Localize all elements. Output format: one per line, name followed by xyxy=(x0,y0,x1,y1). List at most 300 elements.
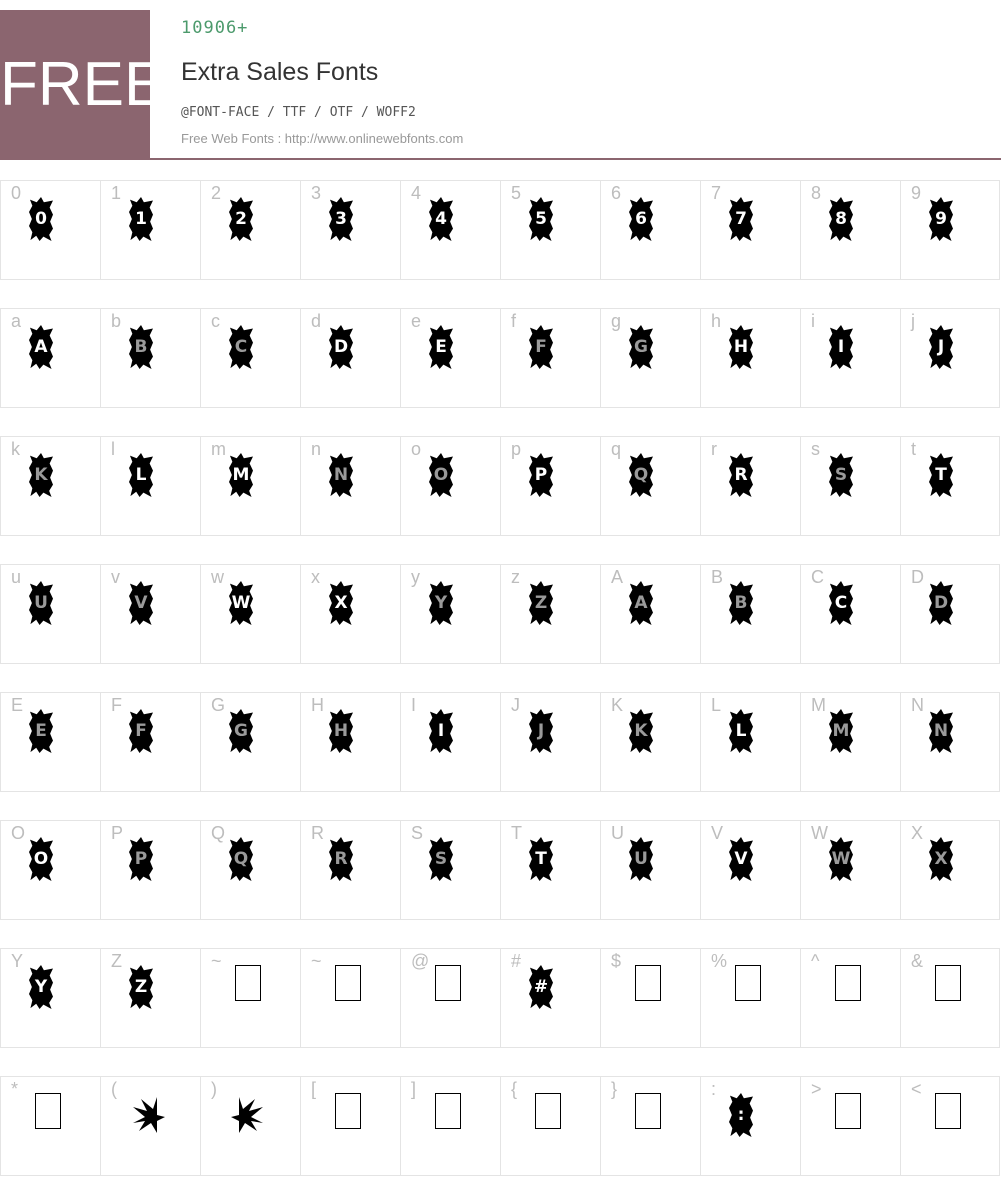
glyph-letter: Y xyxy=(34,977,48,997)
glyph-preview xyxy=(829,325,859,369)
glyph-character-label: a xyxy=(11,311,22,331)
glyph-letter: F xyxy=(535,337,547,357)
glyph-character-label: W xyxy=(811,823,828,843)
glyph-character-label: K xyxy=(611,695,624,715)
glyph-character-label: { xyxy=(511,1079,518,1099)
glyph-letter: W xyxy=(231,593,251,613)
glyph-cell[interactable] xyxy=(0,308,100,408)
glyph-letter: U xyxy=(634,849,648,869)
glyph-cell[interactable] xyxy=(800,1076,900,1176)
glyph-preview xyxy=(929,581,959,625)
glyph-cell[interactable] xyxy=(300,436,400,536)
glyph-character-label: q xyxy=(611,439,622,459)
glyph-row xyxy=(0,436,1001,536)
glyph-cell[interactable] xyxy=(300,308,400,408)
glyph-cell[interactable] xyxy=(100,948,200,1048)
glyph-cell[interactable] xyxy=(400,820,500,920)
glyph-cell[interactable] xyxy=(0,436,100,536)
glyph-cell[interactable] xyxy=(600,180,700,280)
glyph-character-label: Z xyxy=(111,951,122,971)
glyph-cell[interactable] xyxy=(300,1076,400,1176)
glyph-preview xyxy=(529,197,559,241)
glyph-preview xyxy=(429,453,459,497)
glyph-preview xyxy=(429,709,459,753)
glyph-preview xyxy=(729,581,759,625)
missing-glyph-box xyxy=(635,1093,661,1129)
glyph-character-label: : xyxy=(711,1079,717,1099)
missing-glyph-box xyxy=(235,965,261,1001)
glyph-cell[interactable] xyxy=(400,180,500,280)
glyph-preview xyxy=(129,581,159,625)
glyph-character-label: $ xyxy=(611,951,622,971)
glyph-cell[interactable] xyxy=(300,564,400,664)
glyph-character-label: N xyxy=(911,695,924,715)
glyph-preview xyxy=(529,453,559,497)
missing-glyph-box xyxy=(35,1093,61,1129)
glyph-character-label: 1 xyxy=(111,183,122,203)
glyph-preview xyxy=(629,197,659,241)
glyph-letter: X xyxy=(334,593,348,613)
glyph-letter: H xyxy=(333,721,349,741)
glyph-letter: E xyxy=(35,721,47,741)
glyph-preview xyxy=(929,709,959,753)
glyph-row xyxy=(0,948,1001,1048)
glyph-cell[interactable] xyxy=(500,436,600,536)
glyph-character-label: V xyxy=(711,823,724,843)
glyph-character-label: R xyxy=(311,823,324,843)
glyph-letter: D xyxy=(333,337,349,357)
glyph-character-label: 3 xyxy=(311,183,322,203)
glyph-preview xyxy=(29,709,59,753)
glyph-letter: V xyxy=(734,849,748,869)
glyph-character-label: X xyxy=(911,823,924,843)
glyph-letter: A xyxy=(34,337,48,357)
glyph-cell[interactable] xyxy=(700,948,800,1048)
glyph-letter: G xyxy=(234,721,248,741)
glyph-letter: Q xyxy=(233,849,249,869)
glyph-letter: 9 xyxy=(935,209,947,229)
glyph-preview xyxy=(129,197,159,241)
glyph-preview xyxy=(29,325,59,369)
glyph-letter: 5 xyxy=(535,209,547,229)
glyph-row xyxy=(0,180,1001,280)
missing-glyph-box xyxy=(435,965,461,1001)
glyph-character-label: A xyxy=(611,567,624,587)
missing-glyph-box xyxy=(735,965,761,1001)
glyph-cell[interactable] xyxy=(700,436,800,536)
glyph-letter: I xyxy=(837,337,845,357)
glyph-cell[interactable] xyxy=(700,692,800,792)
glyph-cell[interactable] xyxy=(200,436,300,536)
glyph-character-label: Y xyxy=(11,951,24,971)
glyph-character-label: g xyxy=(611,311,622,331)
glyph-character-label: 9 xyxy=(911,183,922,203)
glyph-cell[interactable] xyxy=(800,308,900,408)
glyph-cell[interactable] xyxy=(100,1076,200,1176)
glyph-cell[interactable] xyxy=(200,180,300,280)
glyph-letter: E xyxy=(435,337,447,357)
glyph-character-label: * xyxy=(11,1079,19,1099)
glyph-letter: K xyxy=(634,721,648,741)
missing-glyph-box xyxy=(835,1093,861,1129)
page-title: Extra Sales Fonts xyxy=(181,58,379,86)
missing-glyph-box xyxy=(435,1093,461,1129)
glyph-preview xyxy=(529,581,559,625)
glyph-cell[interactable] xyxy=(400,308,500,408)
missing-glyph-box xyxy=(935,965,961,1001)
glyph-letter: W xyxy=(831,849,851,869)
glyph-character-label: < xyxy=(911,1079,922,1099)
glyph-cell[interactable] xyxy=(700,1076,800,1176)
glyph-preview xyxy=(229,453,259,497)
glyph-character-label: 4 xyxy=(411,183,422,203)
glyph-character-label: B xyxy=(711,567,724,587)
glyph-letter: J xyxy=(537,721,545,741)
glyph-cell[interactable] xyxy=(400,564,500,664)
glyph-row xyxy=(0,820,1001,920)
glyph-preview xyxy=(429,197,459,241)
glyph-letter: B xyxy=(734,593,748,613)
glyph-letter: S xyxy=(434,849,448,869)
glyph-cell[interactable] xyxy=(100,308,200,408)
glyph-cell[interactable] xyxy=(300,692,400,792)
glyph-letter: O xyxy=(433,465,449,485)
glyph-preview xyxy=(429,581,459,625)
glyph-letter: D xyxy=(933,593,949,613)
glyph-letter: R xyxy=(734,465,748,485)
glyph-row xyxy=(0,1076,1001,1176)
glyph-cell[interactable] xyxy=(500,692,600,792)
font-count: 10906+ xyxy=(181,18,249,38)
glyph-preview xyxy=(29,837,59,881)
glyph-cell[interactable] xyxy=(600,692,700,792)
glyph-letter: 0 xyxy=(35,209,47,229)
glyph-cell[interactable] xyxy=(0,692,100,792)
glyph-cell[interactable] xyxy=(500,180,600,280)
glyph-cell[interactable] xyxy=(400,1076,500,1176)
glyph-cell[interactable] xyxy=(100,436,200,536)
glyph-cell[interactable] xyxy=(900,180,1000,280)
glyph-character-label: c xyxy=(211,311,220,331)
glyph-letter: Z xyxy=(534,593,548,613)
glyph-letter: M xyxy=(832,721,850,741)
glyph-row xyxy=(0,308,1001,408)
glyph-cell[interactable] xyxy=(300,948,400,1048)
glyph-cell[interactable] xyxy=(200,820,300,920)
glyph-character-label: ) xyxy=(211,1079,217,1099)
glyph-cell[interactable] xyxy=(900,820,1000,920)
missing-glyph-box xyxy=(335,965,361,1001)
glyph-preview xyxy=(829,581,859,625)
glyph-preview xyxy=(929,837,959,881)
glyph-cell[interactable] xyxy=(200,564,300,664)
glyph-letter: 2 xyxy=(235,209,247,229)
glyph-cell[interactable] xyxy=(200,692,300,792)
missing-glyph-box xyxy=(635,965,661,1001)
glyph-cell[interactable] xyxy=(100,820,200,920)
glyph-cell[interactable] xyxy=(600,820,700,920)
glyph-preview xyxy=(729,197,759,241)
glyph-cell[interactable] xyxy=(0,948,100,1048)
glyph-character-label: T xyxy=(511,823,522,843)
glyph-preview xyxy=(129,325,159,369)
glyph-cell[interactable] xyxy=(700,820,800,920)
glyph-character-label: 8 xyxy=(811,183,822,203)
glyph-letter: X xyxy=(934,849,948,869)
glyph-character-label: & xyxy=(911,951,924,971)
glyph-character-label: H xyxy=(311,695,324,715)
glyph-preview xyxy=(929,453,959,497)
glyph-character-label: x xyxy=(311,567,320,587)
glyph-character-label: ~ xyxy=(211,951,222,971)
glyph-cell[interactable] xyxy=(500,308,600,408)
glyph-character-label: J xyxy=(511,695,520,715)
glyph-preview xyxy=(529,325,559,369)
missing-glyph-box xyxy=(535,1093,561,1129)
missing-glyph-box xyxy=(335,1093,361,1129)
glyph-character-label: d xyxy=(311,311,322,331)
glyph-preview xyxy=(129,965,159,1009)
glyph-row xyxy=(0,692,1001,792)
glyph-cell[interactable] xyxy=(500,1076,600,1176)
glyph-letter: S xyxy=(834,465,848,485)
glyph-letter: V xyxy=(134,593,148,613)
glyph-letter: U xyxy=(34,593,48,613)
glyph-character-label: > xyxy=(811,1079,822,1099)
glyph-character-label: z xyxy=(511,567,520,587)
glyph-character-label: O xyxy=(11,823,26,843)
glyph-cell[interactable] xyxy=(600,948,700,1048)
glyph-letter: O xyxy=(33,849,49,869)
glyph-cell[interactable] xyxy=(600,308,700,408)
glyph-character-label: E xyxy=(11,695,24,715)
glyph-letter: M xyxy=(232,465,250,485)
glyph-cell[interactable] xyxy=(700,308,800,408)
glyph-letter: G xyxy=(634,337,648,357)
header xyxy=(0,0,1001,160)
glyph-character-label: 2 xyxy=(211,183,222,203)
glyph-preview xyxy=(929,197,959,241)
glyph-preview xyxy=(429,325,459,369)
glyph-preview xyxy=(129,453,159,497)
glyph-preview xyxy=(529,965,559,1009)
glyph-cell[interactable] xyxy=(800,820,900,920)
glyph-preview xyxy=(829,453,859,497)
glyph-cell[interactable] xyxy=(100,564,200,664)
glyph-cell[interactable] xyxy=(500,948,600,1048)
glyph-character-label: D xyxy=(911,567,924,587)
glyph-preview xyxy=(629,453,659,497)
glyph-letter: F xyxy=(135,721,147,741)
glyph-preview xyxy=(529,709,559,753)
glyph-letter: 4 xyxy=(435,209,447,229)
glyph-cell[interactable] xyxy=(400,948,500,1048)
glyph-cell[interactable] xyxy=(700,180,800,280)
glyph-cell[interactable] xyxy=(800,436,900,536)
glyph-letter: K xyxy=(34,465,48,485)
glyph-preview xyxy=(329,709,359,753)
bird-glyph-icon xyxy=(131,1095,165,1135)
glyph-letter: L xyxy=(135,465,147,485)
glyph-character-label: m xyxy=(211,439,226,459)
glyph-character-label: ] xyxy=(411,1079,417,1099)
glyph-cell[interactable] xyxy=(100,180,200,280)
glyph-letter: B xyxy=(134,337,148,357)
glyph-cell[interactable] xyxy=(0,180,100,280)
glyph-letter: 7 xyxy=(735,209,747,229)
glyph-character-label: ( xyxy=(111,1079,117,1099)
glyph-preview xyxy=(629,837,659,881)
glyph-cell[interactable] xyxy=(900,308,1000,408)
glyph-preview xyxy=(129,709,159,753)
glyph-preview xyxy=(729,453,759,497)
glyph-cell[interactable] xyxy=(400,692,500,792)
glyph-preview xyxy=(329,837,359,881)
glyph-cell[interactable] xyxy=(900,948,1000,1048)
glyph-character-label: f xyxy=(511,311,517,331)
glyph-character-label: 7 xyxy=(711,183,722,203)
glyph-cell[interactable] xyxy=(900,692,1000,792)
glyph-cell[interactable] xyxy=(600,1076,700,1176)
missing-glyph-box xyxy=(935,1093,961,1129)
glyph-preview xyxy=(329,453,359,497)
glyph-character-label: s xyxy=(811,439,820,459)
glyph-character-label: n xyxy=(311,439,322,459)
glyph-preview xyxy=(429,837,459,881)
glyph-preview xyxy=(729,325,759,369)
glyph-cell[interactable] xyxy=(300,820,400,920)
site-link[interactable]: Free Web Fonts : http://www.onlinewebfonts.com xyxy=(181,131,464,146)
glyph-cell[interactable] xyxy=(900,1076,1000,1176)
glyph-preview xyxy=(829,709,859,753)
header-divider xyxy=(0,158,1001,160)
glyph-letter: # xyxy=(533,977,549,997)
glyph-preview xyxy=(829,837,859,881)
glyph-cell[interactable] xyxy=(400,436,500,536)
glyph-character-label: w xyxy=(211,567,224,587)
glyph-character-label: # xyxy=(511,951,522,971)
glyph-preview xyxy=(629,709,659,753)
glyph-preview xyxy=(629,325,659,369)
glyph-preview xyxy=(829,197,859,241)
glyph-preview xyxy=(529,837,559,881)
glyph-letter: P xyxy=(134,849,148,869)
glyph-character-label: r xyxy=(711,439,717,459)
glyph-character-label: b xyxy=(111,311,122,331)
glyph-cell[interactable] xyxy=(800,948,900,1048)
glyph-character-label: ~ xyxy=(311,951,322,971)
glyph-character-label: j xyxy=(911,311,915,331)
glyph-character-label: M xyxy=(811,695,826,715)
glyph-preview xyxy=(329,581,359,625)
glyph-preview xyxy=(229,197,259,241)
glyph-cell[interactable] xyxy=(200,948,300,1048)
glyph-character-label: o xyxy=(411,439,422,459)
glyph-preview xyxy=(729,1093,759,1137)
glyph-character-label: Q xyxy=(211,823,226,843)
glyph-cell[interactable] xyxy=(0,1076,100,1176)
glyph-preview xyxy=(229,581,259,625)
glyph-letter: N xyxy=(333,465,349,485)
glyph-row xyxy=(0,564,1001,664)
glyph-character-label: ^ xyxy=(811,951,820,971)
glyph-cell[interactable] xyxy=(800,564,900,664)
missing-glyph-box xyxy=(835,965,861,1001)
glyph-character-label: k xyxy=(11,439,20,459)
glyph-character-label: v xyxy=(111,567,120,587)
glyph-cell[interactable] xyxy=(100,692,200,792)
glyph-character-label: P xyxy=(111,823,124,843)
glyph-letter: C xyxy=(234,337,248,357)
glyph-character-label: h xyxy=(711,311,722,331)
glyph-cell[interactable] xyxy=(700,564,800,664)
glyph-cell[interactable] xyxy=(200,1076,300,1176)
glyph-letter: Q xyxy=(633,465,649,485)
glyph-character-label: U xyxy=(611,823,624,843)
glyph-letter: H xyxy=(733,337,749,357)
glyph-character-label: 0 xyxy=(11,183,22,203)
glyph-cell[interactable] xyxy=(900,436,1000,536)
glyph-cell[interactable] xyxy=(800,692,900,792)
glyph-preview xyxy=(229,837,259,881)
format-list: @FONT-FACE / TTF / OTF / WOFF2 xyxy=(181,105,416,120)
glyph-character-label: i xyxy=(811,311,815,331)
bird-shape xyxy=(133,1097,165,1133)
glyph-character-label: G xyxy=(211,695,226,715)
glyph-cell[interactable] xyxy=(0,564,100,664)
glyph-cell[interactable] xyxy=(300,180,400,280)
glyph-letter: I xyxy=(437,721,445,741)
glyph-letter: T xyxy=(535,849,547,869)
glyph-preview xyxy=(229,325,259,369)
glyph-letter: 6 xyxy=(635,209,647,229)
glyph-cell[interactable] xyxy=(600,436,700,536)
glyph-preview xyxy=(329,325,359,369)
bird-glyph-icon xyxy=(231,1095,265,1135)
glyph-letter: C xyxy=(834,593,848,613)
glyph-letter: 1 xyxy=(135,209,147,229)
glyph-cell[interactable] xyxy=(800,180,900,280)
glyph-preview xyxy=(129,837,159,881)
glyph-preview xyxy=(329,197,359,241)
glyph-cell[interactable] xyxy=(0,820,100,920)
glyph-cell[interactable] xyxy=(600,564,700,664)
glyph-character-label: l xyxy=(111,439,115,459)
glyph-character-label: % xyxy=(711,951,728,971)
glyph-character-label: S xyxy=(411,823,424,843)
glyph-cell[interactable] xyxy=(900,564,1000,664)
glyph-letter: Z xyxy=(134,977,148,997)
glyph-letter: 3 xyxy=(335,209,347,229)
glyph-letter: : xyxy=(737,1105,745,1125)
glyph-letter: P xyxy=(534,465,548,485)
glyph-character-label: 5 xyxy=(511,183,522,203)
glyph-cell[interactable] xyxy=(500,564,600,664)
free-logo[interactable]: FREE xyxy=(0,10,150,160)
glyph-cell[interactable] xyxy=(200,308,300,408)
glyph-cell[interactable] xyxy=(500,820,600,920)
glyph-preview xyxy=(729,837,759,881)
glyph-character-label: I xyxy=(411,695,417,715)
glyph-preview xyxy=(29,453,59,497)
glyph-preview xyxy=(729,709,759,753)
glyph-letter: Y xyxy=(434,593,448,613)
glyph-preview xyxy=(229,709,259,753)
bird-shape xyxy=(231,1097,263,1133)
glyph-character-label: } xyxy=(611,1079,618,1099)
glyph-character-label: @ xyxy=(411,951,430,971)
glyph-letter: J xyxy=(937,337,945,357)
